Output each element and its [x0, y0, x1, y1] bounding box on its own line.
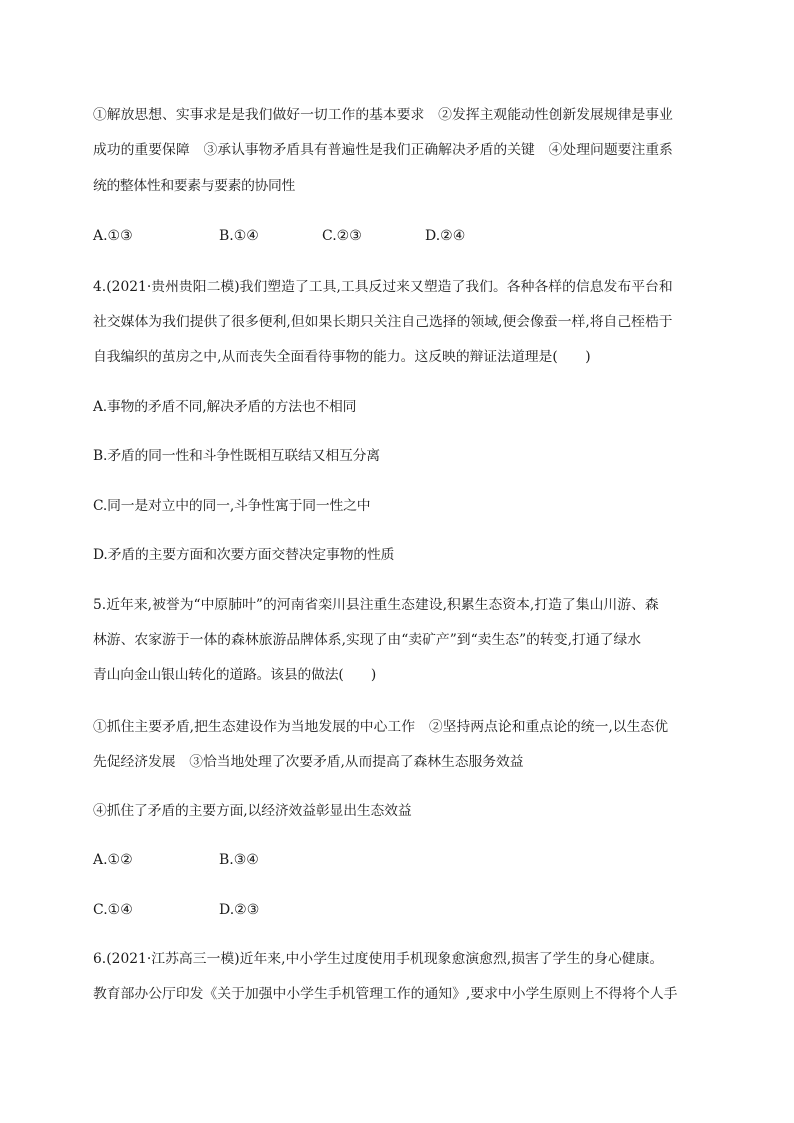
q5-statement-line-2: 先促经济发展 ③恰当地处理了次要矛盾,从而提高了森林生态服务效益: [93, 754, 524, 770]
q4-stem-line-3: 自我编织的茧房之中,从而丧失全面看待事物的能力。这反映的辩证法道理是( ): [93, 349, 591, 365]
q3-statement-line-2: 成功的重要保障 ③承认事物矛盾具有普遍性是我们正确解决矛盾的关键 ④处理问题要注重系: [93, 142, 673, 158]
q3-option-c: C.②③: [322, 228, 362, 244]
q3-option-b: B.①④: [219, 228, 259, 244]
q5-stem-line-3: 青山向金山银山转化的道路。该县的做法( ): [93, 667, 377, 683]
q5-option-a: A.①②: [93, 852, 133, 868]
q5-stem-line-1: 5.近年来,被誉为“中原肺叶”的河南省栾川县注重生态建设,积累生态资本,打造了集山川游、森: [93, 597, 659, 613]
q4-stem-line-1: 4.(2021·贵州贵阳二模)我们塑造了工具,工具反过来又塑造了我们。各种各样的信息发布平台和: [93, 279, 673, 295]
q5-statement-line-1: ①抓住主要矛盾,把生态建设作为当地发展的中心工作 ②坚持两点论和重点论的统一,以生态优: [93, 719, 669, 735]
q4-option-b: B.矛盾的同一性和斗争性既相互联结又相互分离: [93, 448, 380, 464]
q3-option-d: D.②④: [425, 228, 466, 244]
q5-option-b: B.③④: [219, 852, 259, 868]
q3-option-a: A.①③: [93, 228, 133, 244]
q4-stem-line-2: 社交媒体为我们提供了很多便利,但如果长期只关注自己选择的领域,便会像蚕一样,将自己桎梏于: [93, 314, 673, 330]
q6-stem-line-2: 教育部办公厅印发《关于加强中小学生手机管理工作的通知》,要求中小学生原则上不得将个人手: [93, 986, 678, 1002]
q5-option-d: D.②③: [219, 902, 260, 918]
q5-stem-line-2: 林游、农家游于一体的森林旅游品牌体系,实现了由“卖矿产”到“卖生态”的转变,打通了绿水: [93, 632, 642, 648]
q4-option-c: C.同一是对立中的同一,斗争性寓于同一性之中: [93, 498, 371, 514]
q5-option-c: C.①④: [93, 902, 133, 918]
q3-statement-line-1: ①解放思想、实事求是是我们做好一切工作的基本要求 ②发挥主观能动性创新发展规律是事业: [93, 107, 673, 123]
q4-option-d: D.矛盾的主要方面和次要方面交替决定事物的性质: [93, 547, 395, 563]
q6-stem-line-1: 6.(2021·江苏高三一模)近年来,中小学生过度使用手机现象愈演愈烈,损害了学生的身心健康。: [93, 951, 664, 967]
q4-option-a: A.事物的矛盾不同,解决矛盾的方法也不相同: [93, 399, 357, 415]
q5-statement-line-3: ④抓住了矛盾的主要方面,以经济效益彰显出生态效益: [93, 803, 412, 819]
q3-statement-line-3: 统的整体性和要素与要素的协同性: [93, 178, 295, 194]
